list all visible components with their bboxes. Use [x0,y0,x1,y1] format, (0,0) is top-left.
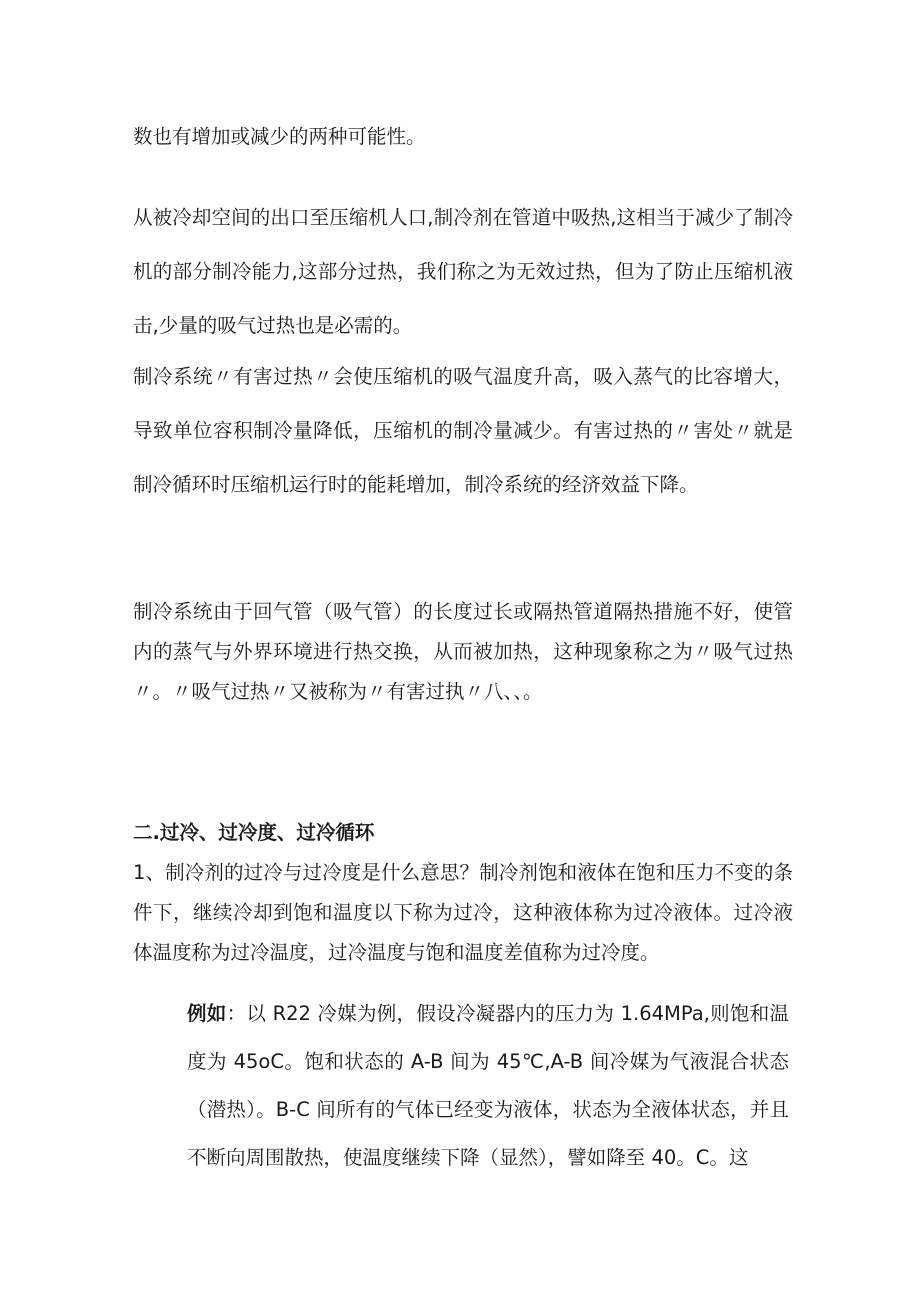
example-lead: 例如 [187,1002,227,1025]
paragraph-subcooling-definition: 1、制冷剂的过冷与过冷度是什么意思？制冷剂饱和液体在饱和压力不变的条件下，继续冷却到饱和温度以下称为过冷，这种液体称为过冷液体。过冷液体温度称为过冷温度，过冷温度与饱和温度差值称为过冷度。 [133,861,793,964]
paragraph-suction-superheat: 制冷系统由于回气管（吸气管）的长度过长或隔热管道隔热措施不好，使管内的蒸气与外界环境进行热交换，从而被加热，这种现象称之为〃吸气过热〃。〃吸气过热〃又被称为〃有害过执〃八、、。 [133,600,793,703]
section-heading: 二.过冷、过冷度、过冷循环 [133,821,375,844]
paragraph-continuation: 数也有增加或减少的两种可能性。 [133,125,426,148]
example-paragraph [187,990,789,1182]
paragraph-ineffective-superheat: 从被冷却空间的出口至压缩机人口,制冷剂在管道中吸热,这相当于减少了制冷机的部分制冷能力,这部分过热，我们称之为无效过热，但为了防止压缩机液击,少量的吸气过热也是必需的。 [133,206,793,337]
example-text: ：以 R22 冷媒为例，假设冷凝器内的压力为 1.64MPa,则饱和温度为 45oC。饱和状态的 A-B 间为 45℃,A-B 间冷媒为气液混合状态（潜热）。B-C 间所有的气体已经变为液体，状态为全液体状态，并且不断向周围散热，使温度继续下降（显然），譬如降至 40。C。这 [187,1002,789,1169]
paragraph-harmful-superheat: 制冷系统〃有害过热〃会使压缩机的吸气温度升高，吸入蒸气的比容增大，导致单位容积制冷量降低，压缩机的制冷量减少。有害过热的〃害处〃就是制冷循环时压缩机运行时的能耗增加，制冷系统的经济效益下降。 [133,365,793,496]
